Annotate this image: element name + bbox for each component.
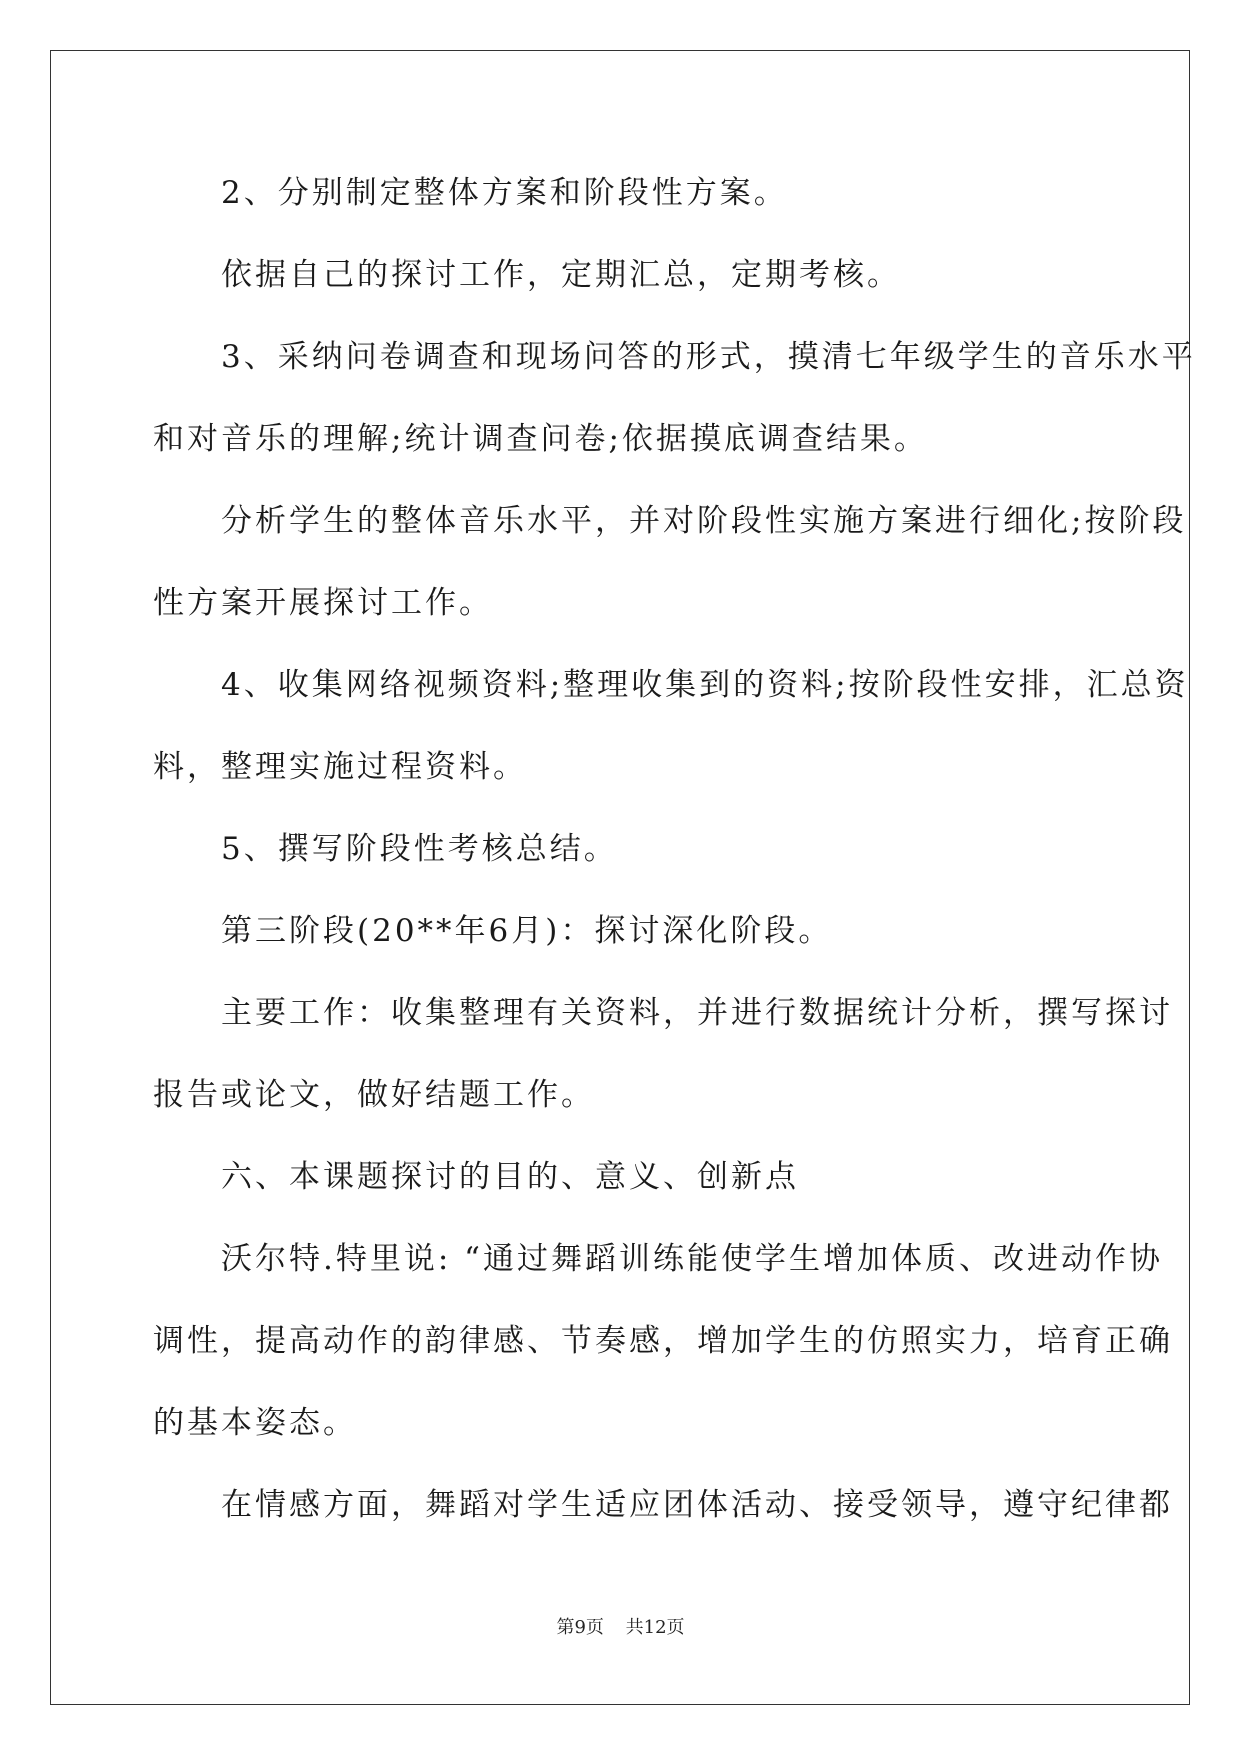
page-footer — [0, 1616, 1241, 1640]
text-line: 分析学生的整体音乐水平，并对阶段性实施方案进行细化;按阶段 — [153, 503, 1187, 539]
text-line: 六、本课题探讨的目的、意义、创新点 — [153, 1159, 799, 1195]
page-total: 共12页 — [625, 1617, 685, 1638]
page-number: 第9页 — [556, 1617, 604, 1638]
page-border — [50, 50, 1196, 1705]
text-line: 料，整理实施过程资料。 — [153, 749, 527, 785]
text-line: 性方案开展探讨工作。 — [153, 585, 493, 621]
text-line: 报告或论文，做好结题工作。 — [153, 1077, 595, 1113]
text-line: 在情感方面，舞蹈对学生适应团体活动、接受领导，遵守纪律都 — [153, 1487, 1173, 1523]
text-line: 和对音乐的理解;统计调查问卷;依据摸底调查结果。 — [153, 421, 928, 457]
text-line: 2、分别制定整体方案和阶段性方案。 — [153, 175, 788, 211]
text-line: 沃尔特.特里说: “通过舞蹈训练能使学生增加体质、改进动作协 — [153, 1241, 1163, 1277]
text-line: 5、撰写阶段性考核总结。 — [153, 831, 618, 867]
text-line: 依据自己的探讨工作，定期汇总，定期考核。 — [153, 257, 901, 293]
text-line: 第三阶段(20**年6月)：探讨深化阶段。 — [153, 913, 833, 949]
text-line: 调性，提高动作的韵律感、节奏感，增加学生的仿照实力，培育正确 — [153, 1323, 1173, 1359]
text-line: 的基本姿态。 — [153, 1405, 357, 1441]
text-line: 4、收集网络视频资料;整理收集到的资料;按阶段性安排，汇总资 — [153, 667, 1189, 703]
text-line: 3、采纳问卷调查和现场问答的形式，摸清七年级学生的音乐水平 — [153, 339, 1196, 375]
text-line: 主要工作：收集整理有关资料，并进行数据统计分析，撰写探讨 — [153, 995, 1173, 1031]
